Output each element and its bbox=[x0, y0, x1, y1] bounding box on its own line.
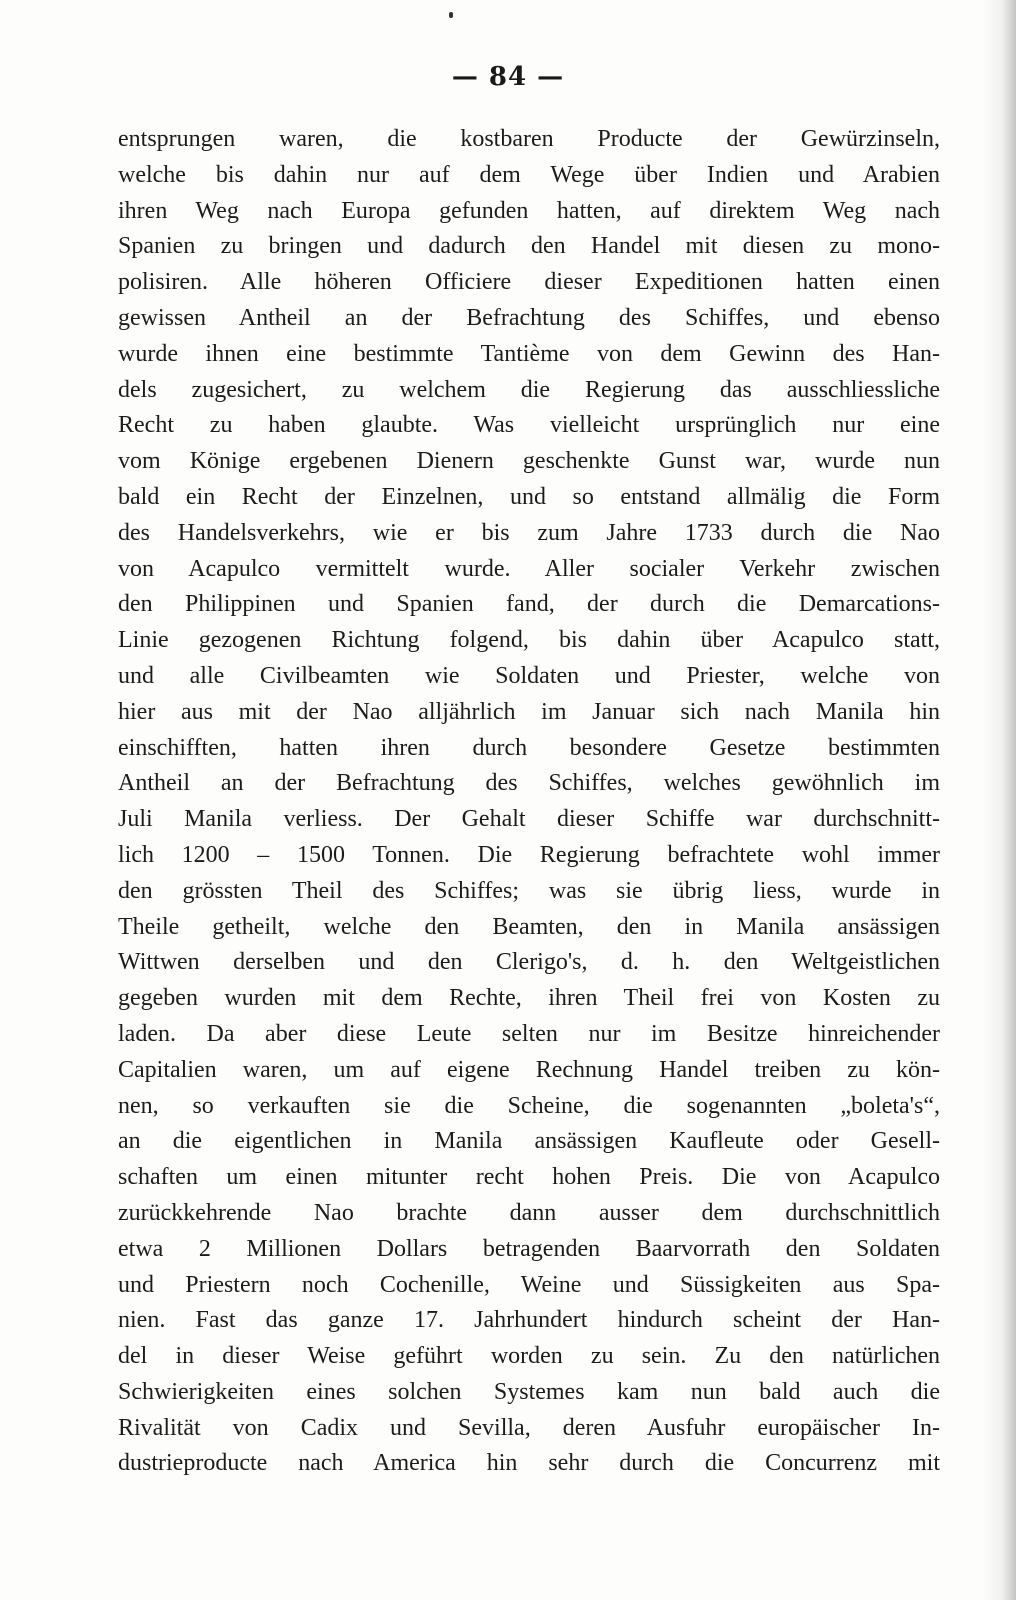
text-line: einschifften, hatten ihren durch besondere Gesetze bestimmten bbox=[118, 734, 940, 761]
body-text bbox=[118, 122, 940, 1482]
print-speck bbox=[449, 12, 453, 18]
text-line: dustrieproducte nach America hin sehr durch die Concurrenz mit bbox=[118, 1450, 940, 1477]
text-line: ihren Weg nach Europa gefunden hatten, auf direktem Weg nach bbox=[118, 197, 940, 224]
text-line: nen, so verkauften sie die Scheine, die sogenannten „boleta's“, bbox=[118, 1092, 940, 1119]
text-line: lich 1200 – 1500 Tonnen. Die Regierung befrachtete wohl immer bbox=[118, 841, 940, 868]
text-line: entsprungen waren, die kostbaren Producte der Gewürzinseln, bbox=[118, 126, 940, 152]
text-line: und alle Civilbeamten wie Soldaten und Priester, welche von bbox=[118, 662, 940, 689]
text-line: del in dieser Weise geführt worden zu sein. Zu den natürlichen bbox=[118, 1343, 940, 1370]
text-line: gewissen Antheil an der Befrachtung des Schiffes, und ebenso bbox=[118, 304, 940, 331]
text-line: und Priestern noch Cochenille, Weine und Süssigkeiten aus Spa- bbox=[118, 1271, 940, 1298]
text-line: polisiren. Alle höheren Officiere dieser Expeditionen hatten einen bbox=[118, 269, 940, 296]
text-line: Linie gezogenen Richtung folgend, bis dahin über Acapulco statt, bbox=[118, 627, 940, 654]
page-number: — 84 — bbox=[451, 62, 565, 92]
text-line: welche bis dahin nur auf dem Wege über Indien und Arabien bbox=[118, 161, 940, 188]
text-line: an die eigentlichen in Manila ansässigen Kaufleute oder Gesell- bbox=[118, 1128, 940, 1155]
text-line: Rivalität von Cadix und Sevilla, deren Ausfuhr europäischer In- bbox=[118, 1414, 940, 1441]
text-line: Spanien zu bringen und dadurch den Handel mit diesen zu mono- bbox=[118, 233, 940, 260]
text-line: des Handelsverkehrs, wie er bis zum Jahre 1733 durch die Nao bbox=[118, 519, 940, 546]
text-line: wurde ihnen eine bestimmte Tantième von dem Gewinn des Han- bbox=[118, 340, 940, 367]
text-line: von Acapulco vermittelt wurde. Aller socialer Verkehr zwischen bbox=[118, 555, 940, 582]
page-edge-shadow bbox=[982, 0, 1016, 1600]
text-line: Wittwen derselben und den Clerigo's, d. h. den Weltgeistlichen bbox=[118, 949, 940, 976]
text-line: den Philippinen und Spanien fand, der durch die Demarcations- bbox=[118, 591, 940, 618]
text-line: bald ein Recht der Einzelnen, und so entstand allmälig die Form bbox=[118, 483, 940, 510]
text-line: gegeben wurden mit dem Rechte, ihren Theil frei von Kosten zu bbox=[118, 985, 940, 1012]
text-line: Juli Manila verliess. Der Gehalt dieser Schiffe war durchschnitt- bbox=[118, 806, 940, 833]
text-line: Theile getheilt, welche den Beamten, den in Manila ansässigen bbox=[118, 913, 940, 940]
text-line: Recht zu haben glaubte. Was vielleicht ursprünglich nur eine bbox=[118, 412, 940, 439]
text-line: laden. Da aber diese Leute selten nur im Besitze hinreichender bbox=[118, 1020, 940, 1047]
text-line: hier aus mit der Nao alljährlich im Januar sich nach Manila hin bbox=[118, 698, 940, 725]
text-line: Schwierigkeiten eines solchen Systemes kam nun bald auch die bbox=[118, 1378, 940, 1405]
text-line: Antheil an der Befrachtung des Schiffes, welches gewöhnlich im bbox=[118, 770, 940, 797]
text-line: dels zugesichert, zu welchem die Regierung das ausschliessliche bbox=[118, 376, 940, 403]
text-line: vom Könige ergebenen Dienern geschenkte Gunst war, wurde nun bbox=[118, 448, 940, 475]
text-line: zurückkehrende Nao brachte dann ausser dem durchschnittlich bbox=[118, 1199, 940, 1226]
text-line: schaften um einen mitunter recht hohen Preis. Die von Acapulco bbox=[118, 1164, 940, 1191]
text-line: nien. Fast das ganze 17. Jahrhundert hindurch scheint der Han- bbox=[118, 1307, 940, 1334]
text-line: etwa 2 Millionen Dollars betragenden Baarvorrath den Soldaten bbox=[118, 1235, 940, 1262]
text-line: Capitalien waren, um auf eigene Rechnung Handel treiben zu kön- bbox=[118, 1056, 940, 1083]
text-line: den grössten Theil des Schiffes; was sie übrig liess, wurde in bbox=[118, 877, 940, 904]
